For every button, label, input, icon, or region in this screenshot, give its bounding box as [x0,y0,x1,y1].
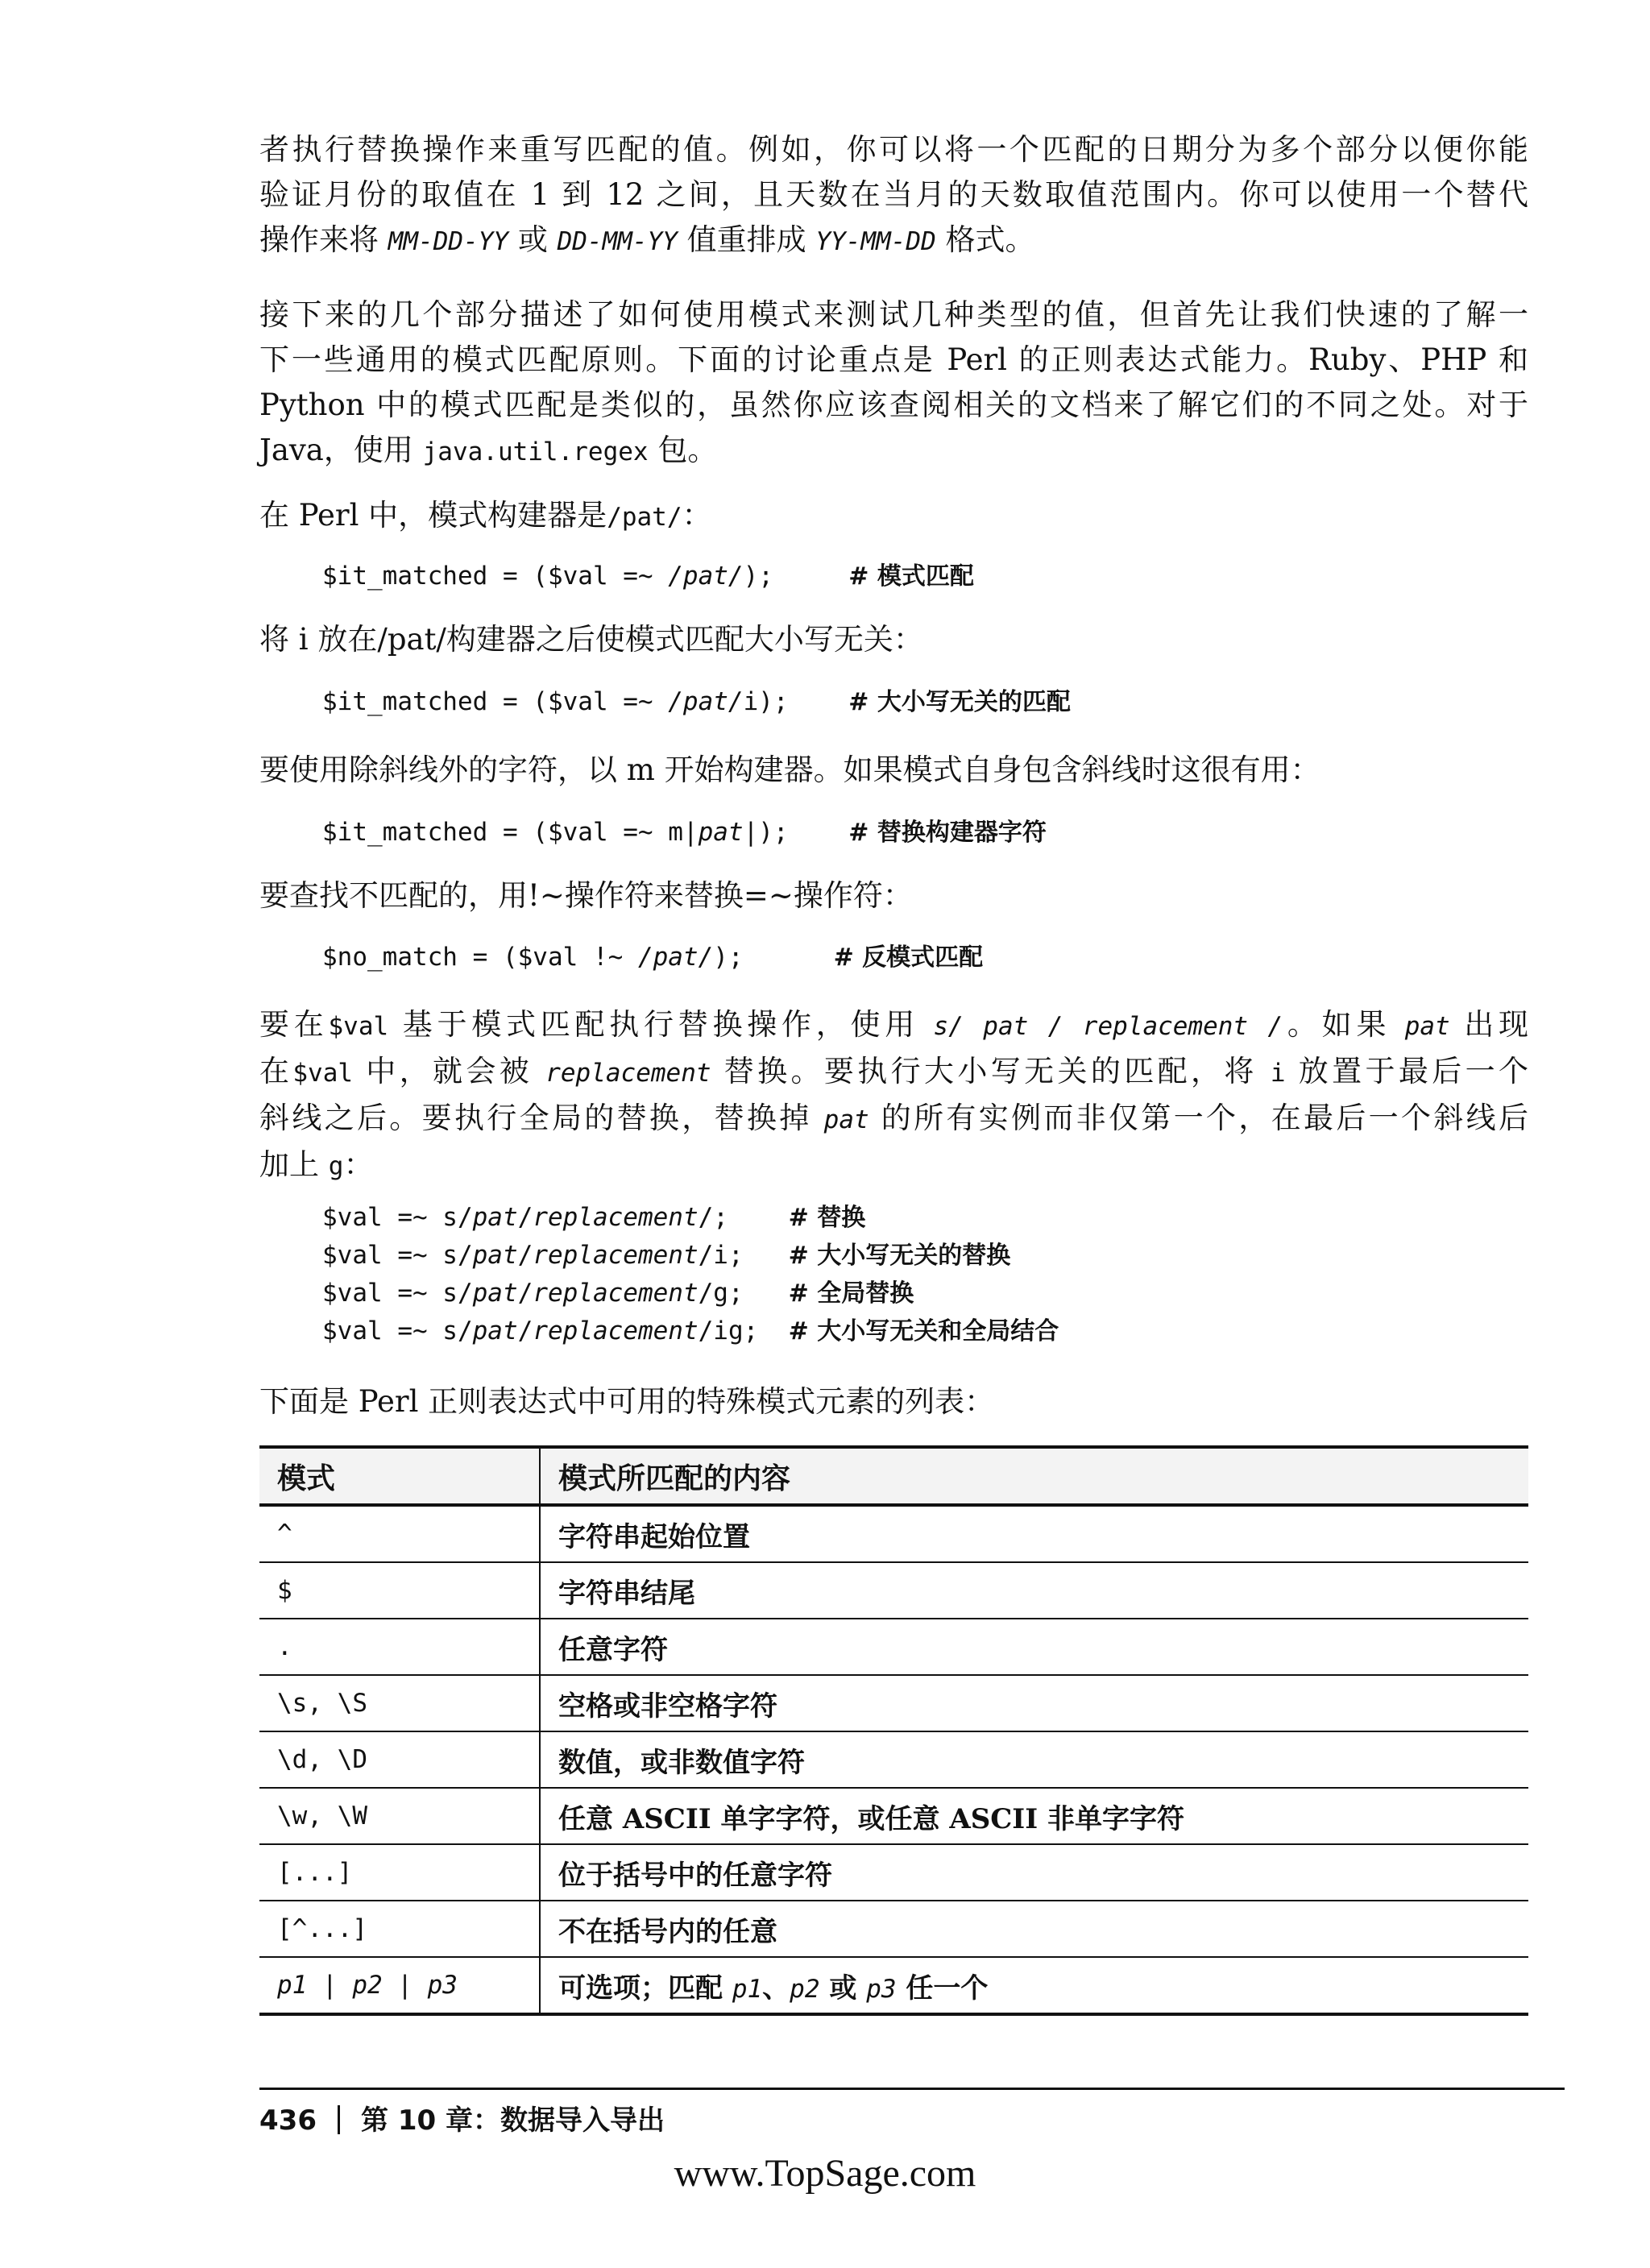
paragraph-intro [259,127,1528,264]
code-line: $val =~ s/pat/replacement/i; # 大小写无关的替换 [322,1241,1011,1270]
text-line: 斜线之后。要执行全局的替换，替换掉 pat 的所有实例而非仅第一个，在最后一个斜线后 [259,1101,1528,1135]
column-header-pattern: 模式 [259,1447,540,1505]
table-header-row [259,1447,1528,1505]
table-row [259,1901,1528,1957]
pattern-cell: ^ [259,1505,540,1562]
table-row [259,1505,1528,1562]
pattern-cell: p1 | p2 | p3 [259,1957,540,2014]
text-line: 验证月份的取值在 1 到 12 之间，且天数在当月的天数取值范围内。你可以使用一个替代 [259,177,1528,212]
date-format-ddmmyy: DD-MM-YY [557,227,678,256]
date-format-mmddyy: MM-DD-YY [388,227,509,256]
code-comment: # 大小写无关的替换 [788,1242,1011,1270]
table-row [259,1788,1528,1844]
meaning-cell: 任意 ASCII 单字字符，或任意 ASCII 非单字字符 [558,1802,1184,1835]
site-watermark: www.TopSage.com [674,2152,976,2195]
page-number: 436 [259,2104,317,2137]
meaning-cell: 任意字符 [558,1633,668,1666]
pattern-table [259,1445,1528,2016]
paragraph-constructor: 在 Perl 中，模式构建器是/pat/： [259,498,712,533]
meaning-cell: 可选项；匹配 p1、p2 或 p3 任一个 [558,1972,989,2005]
chapter-title: 第 10 章：数据导入导出 [360,2104,665,2137]
pattern-cell: $ [259,1562,540,1619]
date-format-yymmdd: YY-MM-DD [815,227,936,256]
table-row [259,1619,1528,1675]
code-block-alt-delimiter: $it_matched = ($val =~ m|pat|); # 替换构建器字符 [322,818,1047,847]
table-row [259,1562,1528,1619]
pattern-cell: [...] [259,1844,540,1901]
text-line: 下一些通用的模式匹配原则。下面的讨论重点是 Perl 的正则表达式能力。Ruby、PHP 和 [259,342,1528,377]
paragraph-case-insensitive: 将 i 放在/pat/构建器之后使模式匹配大小写无关： [259,622,923,657]
meaning-cell: 位于括号中的任意字符 [558,1859,832,1892]
text-line: 要在$val 基于模式匹配执行替换操作，使用 s/ pat / replacement /。如果 pat 出现 [259,1007,1528,1042]
code-line: $val =~ s/pat/replacement/; # 替换 [322,1203,866,1232]
pattern-cell: \w, \W [259,1788,540,1844]
code-line: $val =~ s/pat/replacement/g; # 全局替换 [322,1279,914,1308]
code-comment: # 大小写无关的匹配 [848,688,1071,716]
pattern-cell: . [259,1619,540,1675]
text-line: 者执行替换操作来重写匹配的值。例如，你可以将一个匹配的日期分为多个部分以便你能 [259,132,1528,167]
text-line: 在$val 中，就会被 replacement 替换。要执行大小写无关的匹配，将 i 放置于最后一个 [259,1054,1528,1088]
code-comment: # 全局替换 [788,1279,914,1308]
code-comment: # 大小写无关和全局结合 [788,1317,1059,1345]
meaning-cell: 数值，或非数值字符 [558,1746,805,1779]
pattern-cell: [^...] [259,1901,540,1957]
meaning-cell: 字符串结尾 [558,1577,695,1610]
code-comment: # 反模式匹配 [833,943,984,972]
paragraph-alt-delimiter: 要使用除斜线外的字符，以 m 开始构建器。如果模式自身包含斜线时这很有用： [259,753,1320,787]
text-line: Python 中的模式匹配是类似的，虽然你应该查阅相关的文档来了解它们的不同之处。对于 [259,388,1528,422]
java-package-name: java.util.regex [422,437,649,466]
code-line: $val =~ s/pat/replacement/ig; # 大小写无关和全局结合 [322,1316,1059,1345]
meaning-cell: 空格或非空格字符 [558,1690,777,1723]
code-block-substitution [322,1199,1059,1350]
pattern-cell: \d, \D [259,1731,540,1788]
code-block-match: $it_matched = ($val =~ /pat/); # 模式匹配 [322,562,974,591]
text-line: 接下来的几个部分描述了如何使用模式来测试几种类型的值，但首先让我们快速的了解一 [259,297,1528,332]
table-row [259,1731,1528,1788]
paragraph-table-intro: 下面是 Perl 正则表达式中可用的特殊模式元素的列表： [259,1384,995,1419]
pattern-cell: \s, \S [259,1675,540,1731]
code-block-negation: $no_match = ($val !~ /pat/); # 反模式匹配 [322,943,984,972]
code-block-case-insensitive: $it_matched = ($val =~ /pat/i); # 大小写无关的匹配 [322,687,1071,716]
table-row [259,1957,1528,2014]
page-footer [259,2098,665,2137]
footer-rule [259,2088,1565,2090]
column-header-meaning: 模式所匹配的内容 [540,1447,1528,1505]
footer-separator [338,2105,340,2134]
table-row [259,1675,1528,1731]
code-comment: # 替换 [788,1204,866,1232]
text-line: Java，使用 java.util.regex 包。 [259,433,718,467]
code-comment: # 替换构建器字符 [848,819,1047,847]
text-line: 操作来将 MM-DD-YY 或 DD-MM-YY 值重排成 YY-MM-DD 格式。 [259,222,1035,257]
code-comment: # 模式匹配 [848,562,974,591]
table-row [259,1844,1528,1901]
text-line: 加上 g： [259,1147,374,1182]
paragraph-negation: 要查找不匹配的，用!~操作符来替换=~操作符： [259,878,913,913]
paragraph-substitution [259,1002,1528,1189]
meaning-cell: 不在括号内的任意 [558,1915,777,1948]
meaning-cell: 字符串起始位置 [558,1520,750,1553]
paragraph-overview [259,292,1528,475]
